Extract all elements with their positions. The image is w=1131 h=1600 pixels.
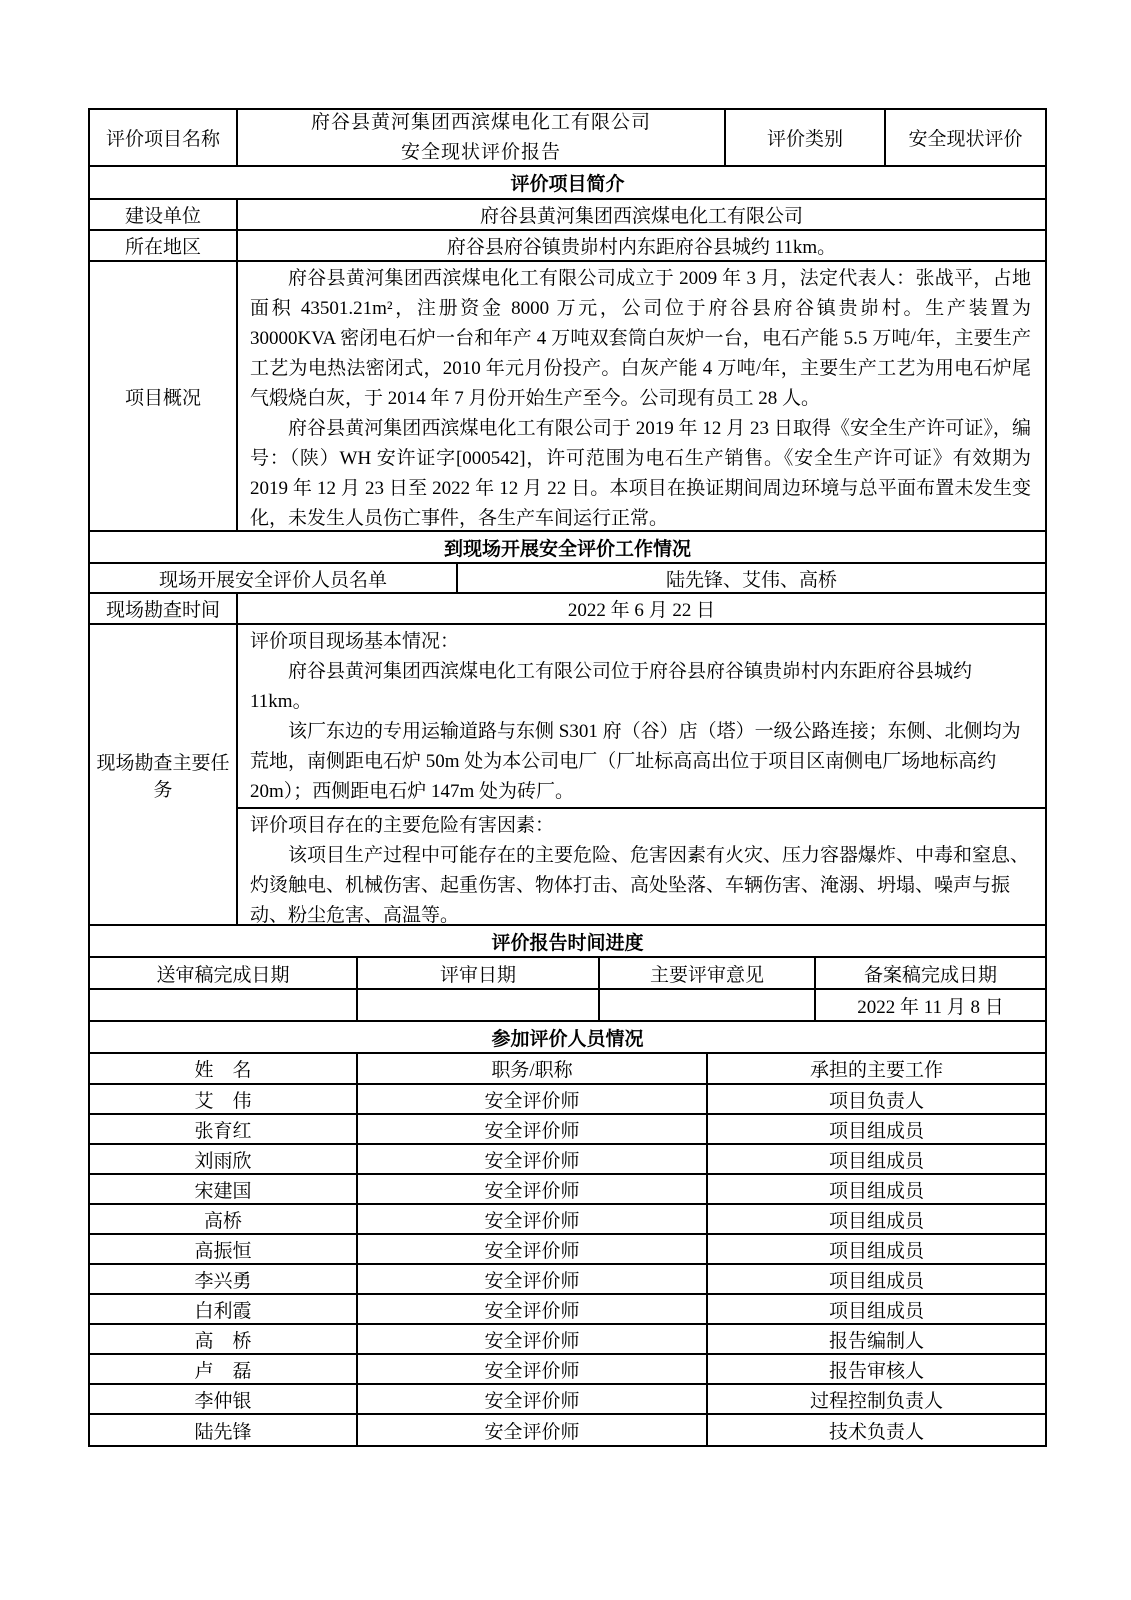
people-header-row — [90, 1054, 1045, 1085]
schedule-value-row — [90, 990, 1045, 1022]
person-name: 宋建国 — [90, 1175, 358, 1203]
person-title: 安全评价师 — [358, 1235, 708, 1263]
safety-evaluation-form-table — [88, 108, 1047, 1447]
person-role: 项目负责人 — [828, 1090, 924, 1112]
overview-paragraph-1: 府谷县黄河集团西滨煤电化工有限公司成立于 2009 年 3 月，法定代表人：张战平，占地面积 43501.21m²，注册资金 8000 万元，公司位于府谷县府谷镇贵峁村。生产装置为 30000KVA 密闭电石炉一台和年产 4 万吨双套筒白灰炉一台，电石产能 5.5 万吨/年，主要生产工艺为电热法密闭式，2010 年元月份投产。白灰产能 4 万吨/年，主要生产工艺为用电石炉尾气煅烧白灰，于 2014 年 7 月份开始生产至今。公司现有员工 28 人。 — [250, 268, 1031, 409]
person-role: 报告审核人 — [828, 1360, 924, 1382]
survey-time-row — [90, 594, 1045, 625]
person-role: 技术负责人 — [828, 1421, 924, 1443]
staff-list-value: 陆先锋、艾伟、高桥 — [665, 569, 837, 591]
project-name-line2: 安全现状评价报告 — [400, 141, 561, 163]
project-name-row — [90, 110, 1045, 167]
survey-task-cell1-paragraph-1: 府谷县黄河集团西滨煤电化工有限公司位于府谷县府谷镇贵峁村内东距府谷县城约 11km。 — [250, 661, 973, 712]
survey-task-hazard-factors — [238, 809, 1045, 925]
person-title: 安全评价师 — [358, 1115, 708, 1143]
section-people-row — [90, 1022, 1045, 1054]
table-row — [90, 1205, 1045, 1235]
person-name: 艾 伟 — [90, 1085, 358, 1113]
overview-row — [90, 262, 1045, 532]
category-value: 安全现状评价 — [908, 129, 1023, 150]
table-row — [90, 1265, 1045, 1295]
staff-list-label: 现场开展安全评价人员名单 — [90, 564, 458, 592]
person-role: 报告编制人 — [828, 1330, 924, 1352]
table-row — [90, 1355, 1045, 1385]
person-title: 安全评价师 — [358, 1175, 708, 1203]
table-row — [90, 1175, 1045, 1205]
person-name: 卢 磊 — [90, 1355, 358, 1383]
table-row — [90, 1145, 1045, 1175]
person-name: 陆先锋 — [90, 1415, 358, 1445]
person-title: 安全评价师 — [358, 1325, 708, 1353]
location-value: 府谷县府谷镇贵峁村内东距府谷县城约 11km。 — [446, 237, 837, 258]
table-row — [90, 1085, 1045, 1115]
schedule-header-row — [90, 958, 1045, 990]
person-title: 安全评价师 — [358, 1205, 708, 1233]
person-name: 李仲银 — [90, 1385, 358, 1413]
section-schedule-row — [90, 926, 1045, 958]
construction-unit-label: 建设单位 — [90, 200, 238, 229]
survey-task-label: 现场勘查主要任务 — [90, 625, 238, 924]
person-title: 安全评价师 — [358, 1145, 708, 1173]
people-header-name: 姓 名 — [90, 1054, 358, 1083]
person-role: 过程控制负责人 — [809, 1390, 943, 1412]
overview-text — [238, 262, 1045, 530]
category-label: 评价类别 — [726, 110, 886, 165]
survey-task-cell1-title: 评价项目现场基本情况： — [250, 631, 460, 652]
person-name: 白利霞 — [90, 1295, 358, 1323]
section-people-title: 参加评价人员情况 — [491, 1028, 644, 1050]
schedule-value-record-date: 2022 年 11 月 8 日 — [857, 996, 1004, 1018]
overview-label: 项目概况 — [90, 262, 238, 530]
people-header-title: 职务/职称 — [358, 1054, 708, 1083]
construction-unit-row — [90, 200, 1045, 231]
person-title: 安全评价师 — [358, 1355, 708, 1383]
project-name-label: 评价项目名称 — [90, 110, 238, 165]
location-row — [90, 231, 1045, 262]
person-title: 安全评价师 — [358, 1415, 708, 1445]
section-site-work-row — [90, 532, 1045, 564]
table-row — [90, 1325, 1045, 1355]
person-name: 高 桥 — [90, 1325, 358, 1353]
person-role: 项目组成员 — [828, 1210, 924, 1232]
staff-list-row — [90, 564, 1045, 594]
schedule-header-record-date: 备案稿完成日期 — [863, 964, 997, 986]
person-title: 安全评价师 — [358, 1265, 708, 1293]
people-header-role: 承担的主要工作 — [809, 1060, 943, 1081]
schedule-value-draft — [90, 990, 358, 1020]
person-role: 项目组成员 — [828, 1270, 924, 1292]
table-row — [90, 1295, 1045, 1325]
survey-task-cell2-paragraph-1: 该项目生产过程中可能存在的主要危险、危害因素有火灾、压力容器爆炸、中毒和窒息、灼烫触电、机械伤害、起重伤害、物体打击、高处坠落、车辆伤害、淹溺、坍塌、噪声与振动、粉尘危害、高温等。 — [250, 845, 1030, 926]
survey-time-value: 2022 年 6 月 22 日 — [567, 600, 716, 621]
person-name: 李兴勇 — [90, 1265, 358, 1293]
overview-paragraph-2: 府谷县黄河集团西滨煤电化工有限公司于 2019 年 12 月 23 日取得《安全生产许可证》，编号：（陕）WH 安许证字[000542]，许可范围为电石生产销售。《安全生产许可证》有效期为 2019 年 12 月 23 日至 2022 年 12 月 22 日。本项目在换证期间周边环境与总平面布置未发生变化，未发生人员伤亡事件，各生产车间运行正常。 — [250, 418, 1031, 529]
location-label: 所在地区 — [90, 231, 238, 260]
project-name-line1: 府谷县黄河集团西滨煤电化工有限公司 — [310, 111, 651, 133]
table-row — [90, 1415, 1045, 1445]
person-role: 项目组成员 — [828, 1300, 924, 1322]
schedule-header-review-opinion: 主要评审意见 — [600, 958, 816, 988]
person-name: 刘雨欣 — [90, 1145, 358, 1173]
person-name: 高振恒 — [90, 1235, 358, 1263]
survey-task-row — [90, 625, 1045, 926]
survey-time-label: 现场勘查时间 — [90, 594, 238, 623]
schedule-value-review-opinion — [600, 990, 816, 1020]
person-name: 高桥 — [90, 1205, 358, 1233]
schedule-header-draft: 送审稿完成日期 — [90, 958, 358, 988]
table-row — [90, 1115, 1045, 1145]
person-title: 安全评价师 — [358, 1295, 708, 1323]
person-role: 项目组成员 — [828, 1180, 924, 1202]
person-title: 安全评价师 — [358, 1085, 708, 1113]
survey-task-cell2-title: 评价项目存在的主要危险有害因素： — [250, 815, 555, 836]
survey-task-site-conditions — [238, 625, 1045, 809]
schedule-value-review-date — [358, 990, 600, 1020]
survey-task-cell1-paragraph-2: 该厂东边的专用运输道路与东侧 S301 府（谷）店（塔）一级公路连接；东侧、北侧均为荒地，南侧距电石炉 50m 处为本公司电厂（厂址标高高出位于项目区南侧电厂场地标高约 20m）；西侧距电石炉 147m 处为砖厂。 — [250, 721, 1021, 802]
section-schedule-title: 评价报告时间进度 — [491, 932, 644, 954]
construction-unit-value: 府谷县黄河集团西滨煤电化工有限公司 — [479, 206, 803, 227]
person-title: 安全评价师 — [358, 1385, 708, 1413]
person-role: 项目组成员 — [828, 1120, 924, 1142]
table-row — [90, 1235, 1045, 1265]
schedule-header-review-date: 评审日期 — [358, 958, 600, 988]
section-intro-row — [90, 167, 1045, 200]
section-intro-title: 评价项目简介 — [510, 174, 625, 195]
person-role: 项目组成员 — [828, 1150, 924, 1172]
survey-task-content — [238, 625, 1045, 924]
person-name: 张育红 — [90, 1115, 358, 1143]
table-row — [90, 1385, 1045, 1415]
person-role: 项目组成员 — [828, 1240, 924, 1262]
project-name-value — [238, 110, 726, 165]
section-site-work-title: 到现场开展安全评价工作情况 — [443, 538, 691, 560]
